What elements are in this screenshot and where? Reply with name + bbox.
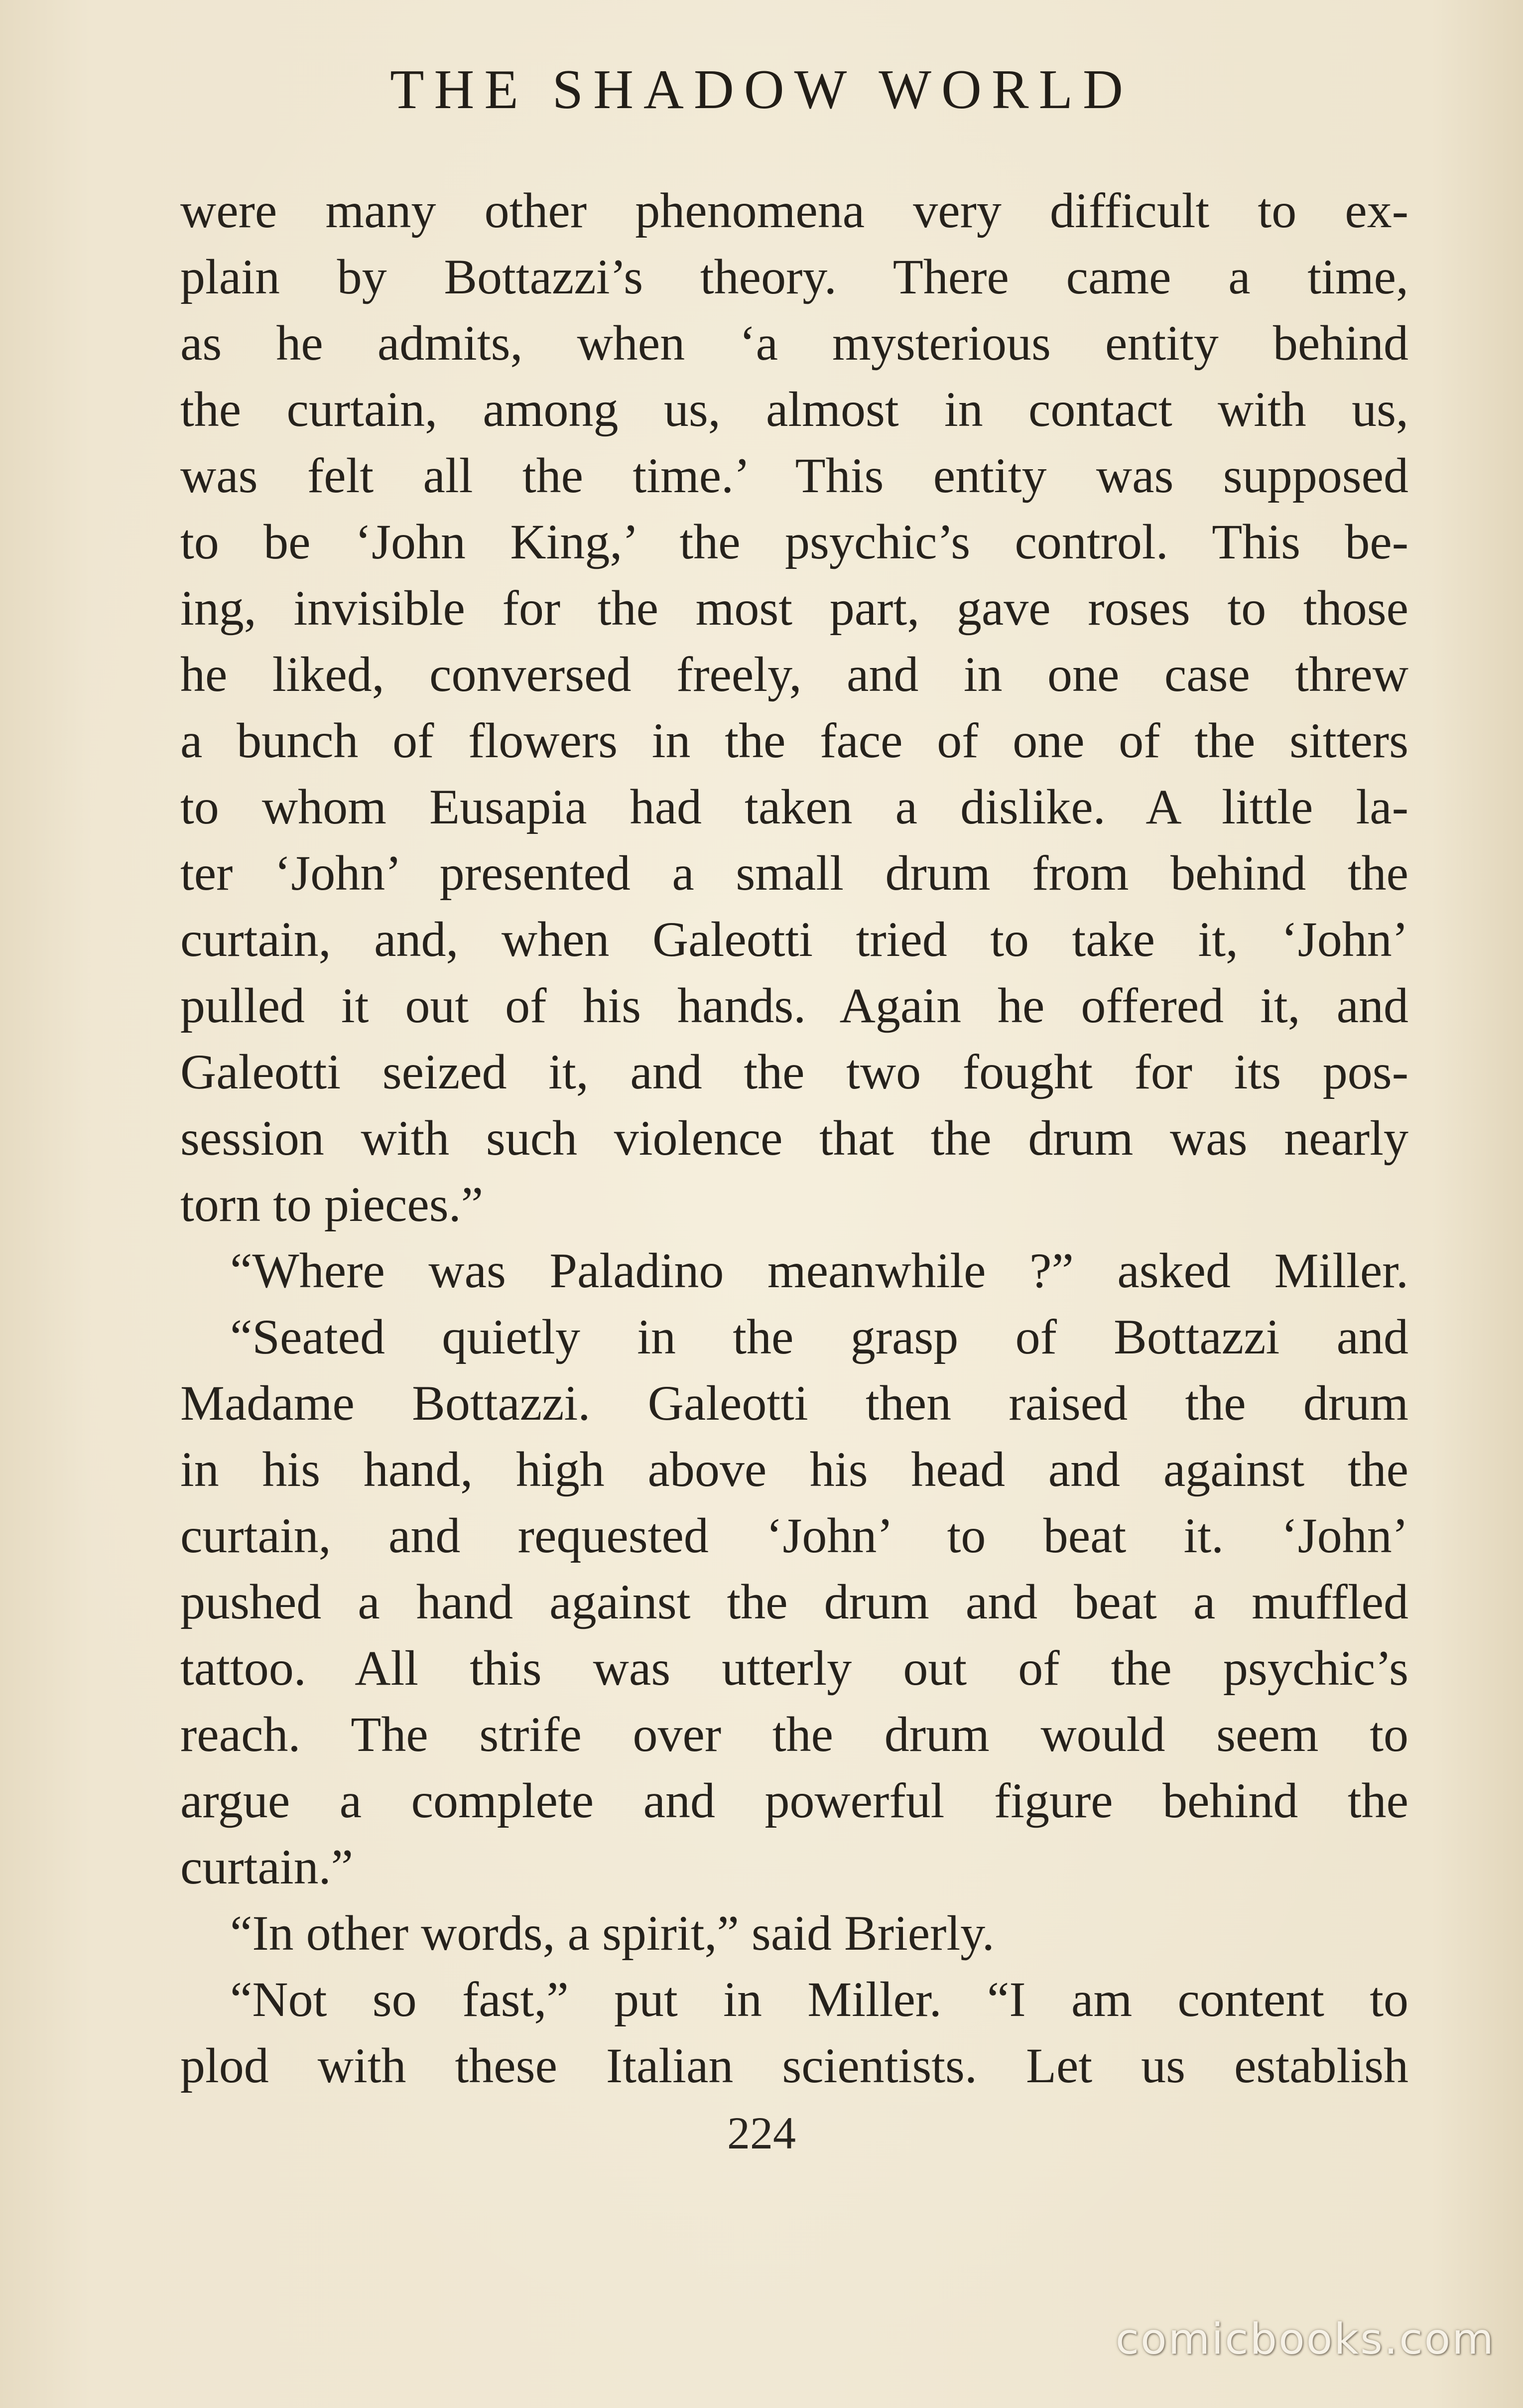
text-line: “In other words, a spirit,” said Brierly. bbox=[230, 1905, 995, 1961]
text-line: ing, invisible for the most part, gave roses to those bbox=[180, 580, 1408, 636]
text-line: as he admits, when ‘a mysterious entity behind bbox=[180, 315, 1408, 371]
text-line: ter ‘John’ presented a small drum from behind the bbox=[180, 845, 1408, 901]
text-line: “Where was Paladino meanwhile ?” asked Miller. bbox=[230, 1243, 1408, 1298]
text-line: Galeotti seized it, and the two fought for its pos- bbox=[180, 1044, 1408, 1099]
text-line: reach. The strife over the drum would seem to bbox=[180, 1707, 1408, 1762]
text-line: were many other phenomena very difficult to ex- bbox=[180, 183, 1408, 238]
running-head: THE SHADOW WORLD bbox=[390, 59, 1133, 121]
text-line: “Not so fast,” put in Miller. “I am content to bbox=[230, 1972, 1408, 2027]
text-line: torn to pieces.” bbox=[180, 1177, 484, 1232]
text-line: Madame Bottazzi. Galeotti then raised the drum bbox=[180, 1375, 1408, 1431]
text-line: was felt all the time.’ This entity was supposed bbox=[180, 448, 1408, 503]
text-line: the curtain, among us, almost in contact with us, bbox=[180, 382, 1408, 437]
text-line: curtain.” bbox=[180, 1839, 354, 1894]
text-line: curtain, and, when Galeotti tried to take it, ‘John’ bbox=[180, 912, 1408, 967]
text-line: he liked, conversed freely, and in one case threw bbox=[180, 647, 1408, 702]
text-line: plain by Bottazzi’s theory. There came a time, bbox=[180, 249, 1408, 304]
text-line: argue a complete and powerful figure behind the bbox=[180, 1773, 1408, 1828]
text-line: “Seated quietly in the grasp of Bottazzi and bbox=[230, 1309, 1408, 1364]
text-line: a bunch of flowers in the face of one of the sitters bbox=[180, 713, 1408, 768]
text-line: in his hand, high above his head and against the bbox=[180, 1442, 1408, 1497]
text-line: session with such violence that the drum was nearly bbox=[180, 1110, 1408, 1166]
watermark: comicbooks.com bbox=[1115, 2314, 1495, 2364]
text-line: curtain, and requested ‘John’ to beat it. ‘John’ bbox=[180, 1508, 1408, 1563]
text-line: tattoo. All this was utterly out of the psychic’s bbox=[180, 1640, 1408, 1696]
text-line: to whom Eusapia had taken a dislike. A little la- bbox=[180, 779, 1408, 834]
text-line: to be ‘John King,’ the psychic’s control. This be- bbox=[180, 514, 1408, 569]
text-line: pushed a hand against the drum and beat a muffled bbox=[180, 1574, 1408, 1629]
page-number: 224 bbox=[727, 2108, 796, 2158]
text-line: plod with these Italian scientists. Let us establish bbox=[180, 2038, 1408, 2093]
body-text bbox=[180, 177, 1408, 2099]
text-line: pulled it out of his hands. Again he offered it, and bbox=[180, 978, 1408, 1033]
